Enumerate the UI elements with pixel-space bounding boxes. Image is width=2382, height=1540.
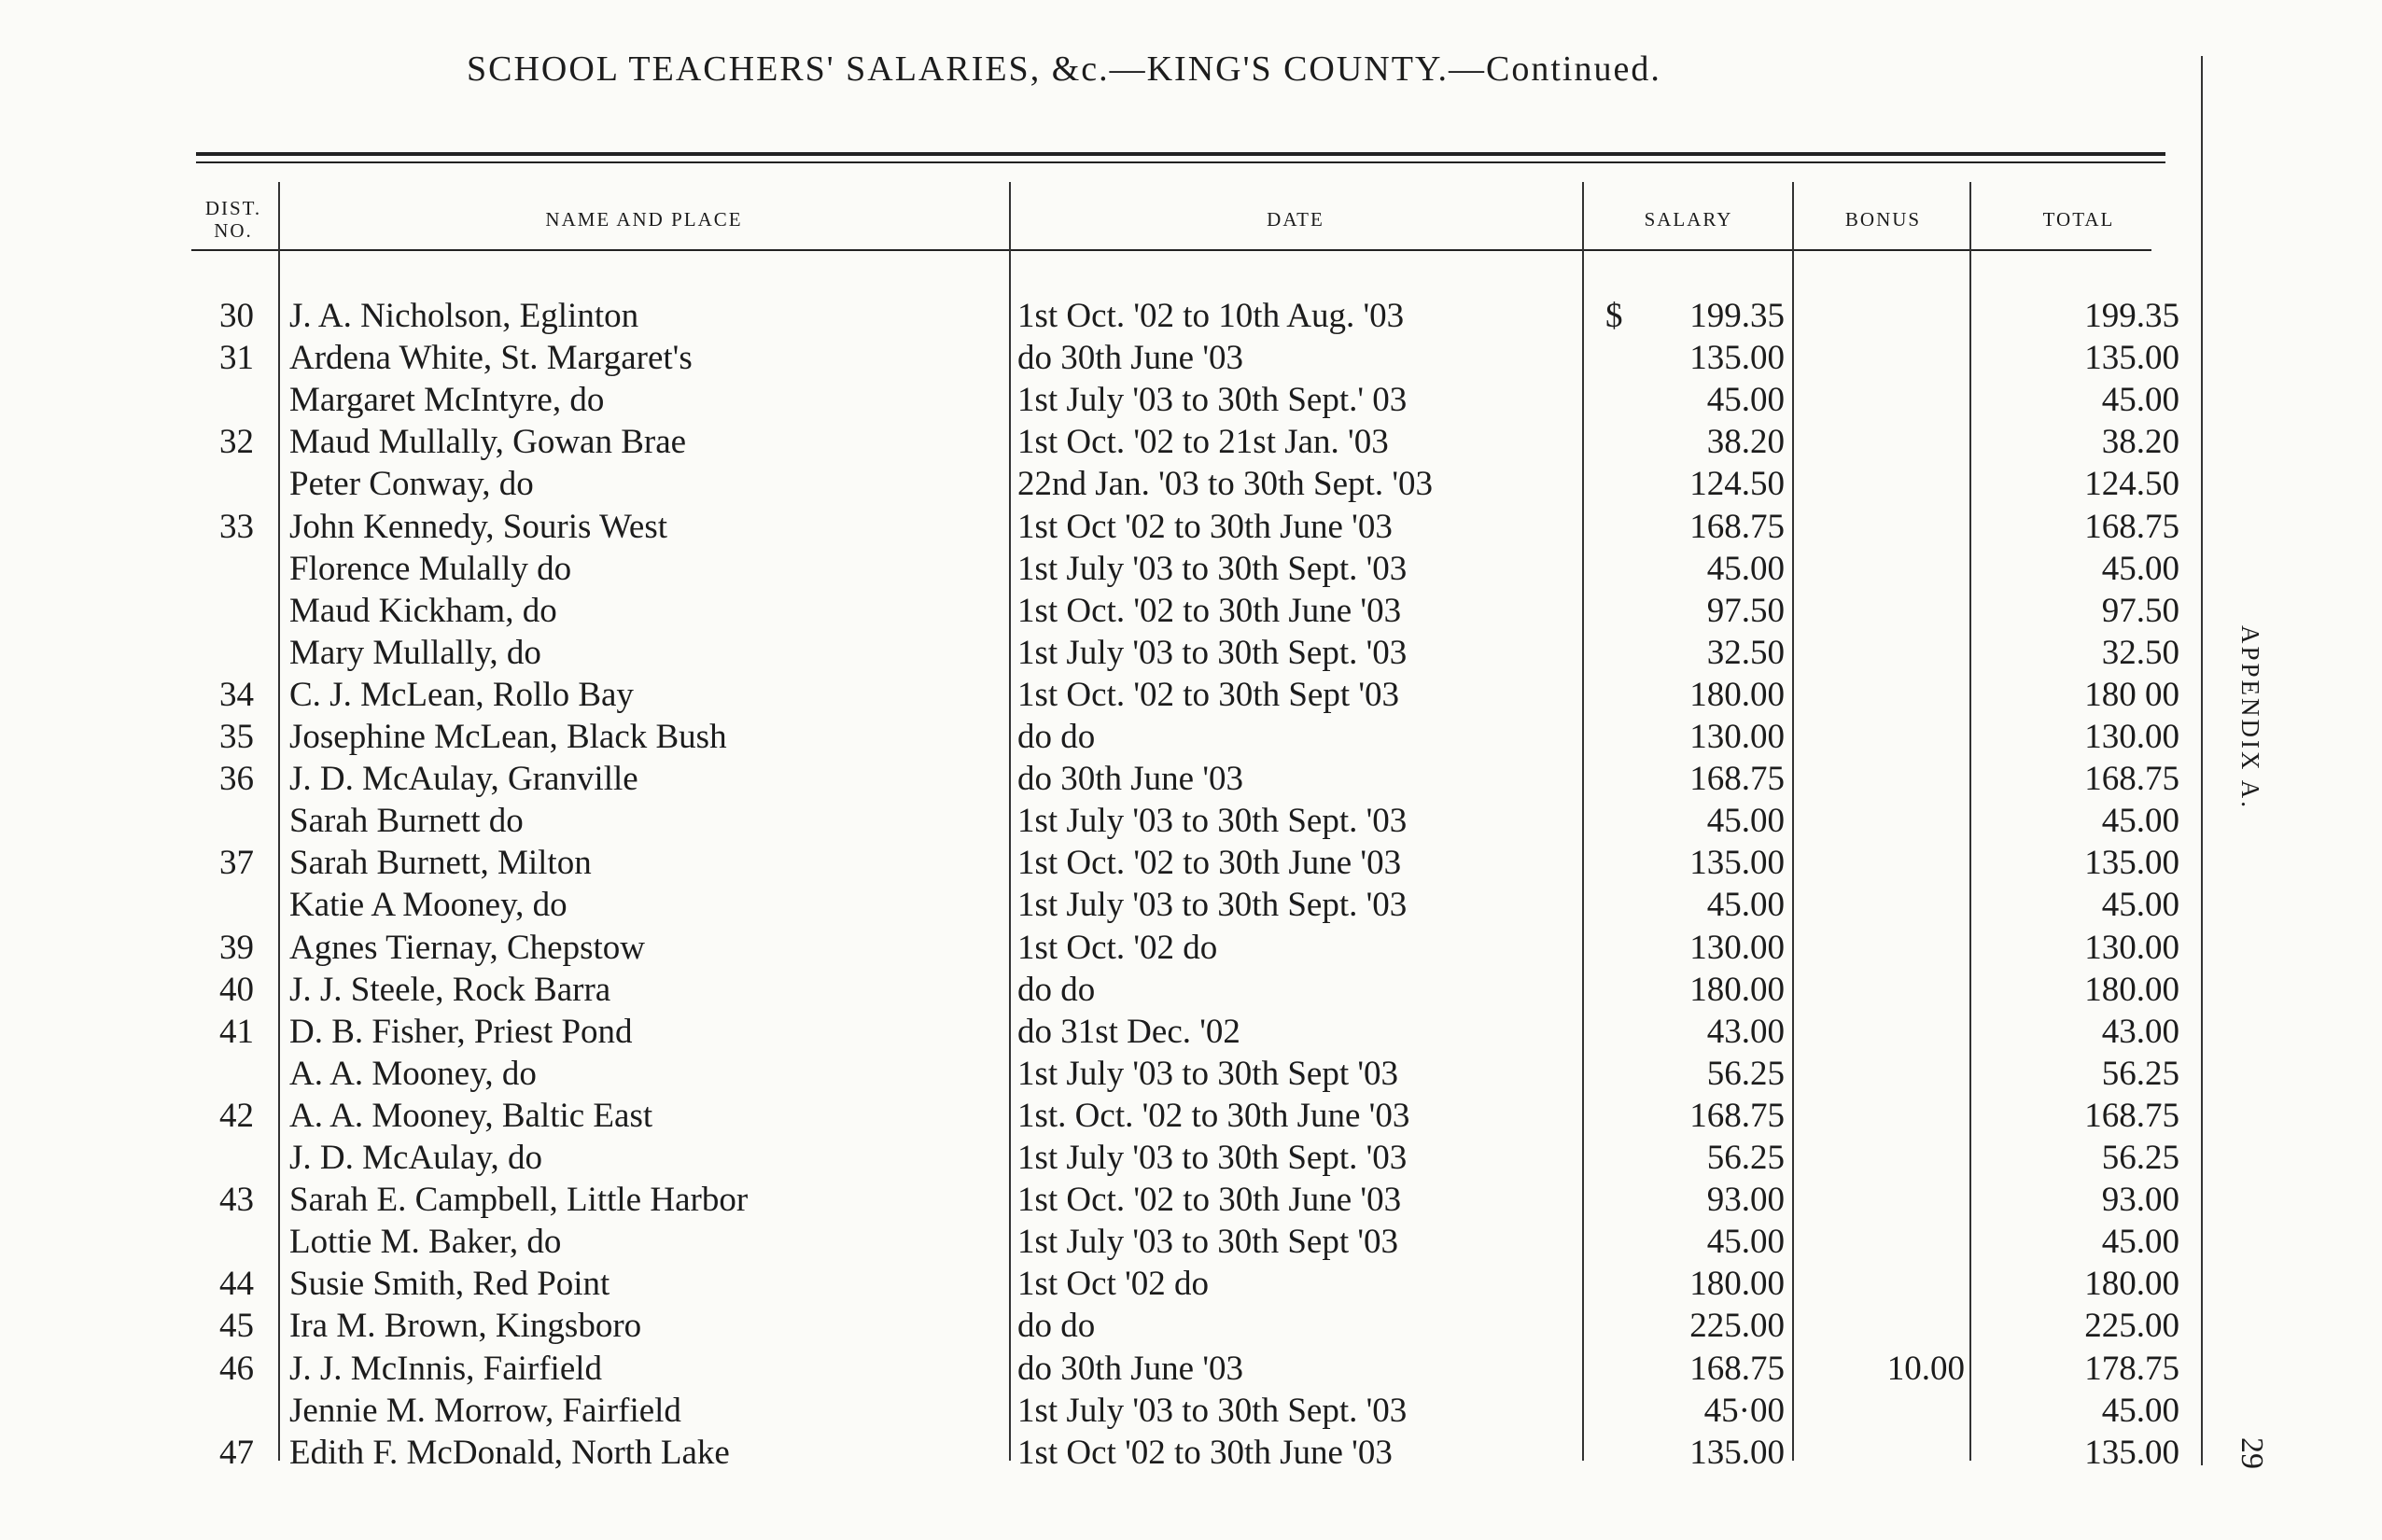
table-row xyxy=(0,1305,2277,1347)
cell-total: 199.35 xyxy=(2084,297,2179,335)
cell-name: Maud Kickham, do xyxy=(289,591,557,630)
cell-name: A. A. Mooney, do xyxy=(289,1054,537,1093)
cell-date: 1st Oct '02 do xyxy=(1017,1265,1210,1304)
cell-date: do do xyxy=(1017,1307,1096,1346)
table-row xyxy=(0,716,2277,758)
cell-name: Lottie M. Baker, do xyxy=(289,1223,562,1262)
cell-dist: 34 xyxy=(219,675,254,714)
cell-name: Margaret McIntyre, do xyxy=(289,381,605,420)
cell-salary: 56.25 xyxy=(1706,1139,1785,1177)
table-row xyxy=(0,1263,2277,1305)
table-row xyxy=(0,1095,2277,1137)
cell-salary: 43.00 xyxy=(1706,1012,1785,1051)
cell-dist: 32 xyxy=(219,423,254,462)
table-row xyxy=(0,548,2277,590)
cell-dist: 44 xyxy=(219,1265,254,1304)
page-number: 29 xyxy=(2235,1437,2269,1469)
cell-name: A. A. Mooney, Baltic East xyxy=(289,1096,653,1135)
table-row xyxy=(0,1179,2277,1221)
cell-name: Jennie M. Morrow, Fairfield xyxy=(289,1391,681,1430)
table-row xyxy=(0,337,2277,379)
cell-dist: 37 xyxy=(219,844,254,883)
cell-name: Katie A Mooney, do xyxy=(289,886,567,925)
appendix-label: APPENDIX A. xyxy=(2236,625,2264,811)
cell-date: do 30th June '03 xyxy=(1017,760,1244,799)
cell-date: 1st Oct. '02 to 30th June '03 xyxy=(1017,1181,1402,1220)
cell-total: 168.75 xyxy=(2084,507,2179,546)
cell-date: 1st July '03 to 30th Sept. '03 xyxy=(1017,1391,1408,1430)
table-row xyxy=(0,295,2277,337)
cell-salary: 168.75 xyxy=(1689,1349,1785,1388)
table-row xyxy=(0,1011,2277,1053)
cell-salary: 45.00 xyxy=(1706,802,1785,841)
cell-total: 45.00 xyxy=(2101,886,2179,925)
cell-date: 1st July '03 to 30th Sept. '03 xyxy=(1017,549,1408,588)
cell-name: Edith F. McDonald, North Lake xyxy=(289,1433,730,1472)
table-row xyxy=(0,1221,2277,1263)
col-header-dist: DIST. NO. xyxy=(204,196,262,242)
cell-date: 1st July '03 to 30th Sept. '03 xyxy=(1017,1139,1408,1177)
table-row xyxy=(0,969,2277,1011)
cell-total: 45.00 xyxy=(2101,1391,2179,1430)
cell-salary: 168.75 xyxy=(1689,507,1785,546)
col-header-bonus: BONUS xyxy=(1844,207,1922,231)
cell-date: 1st. Oct. '02 to 30th June '03 xyxy=(1017,1096,1410,1135)
cell-total: 45.00 xyxy=(2101,802,2179,841)
cell-total: 130.00 xyxy=(2084,718,2179,756)
cell-date: 1st Oct. '02 do xyxy=(1017,928,1218,967)
cell-salary: 180.00 xyxy=(1689,1265,1785,1304)
cell-total: 38.20 xyxy=(2101,423,2179,462)
cell-total: 45.00 xyxy=(2101,549,2179,588)
top-rule xyxy=(196,152,2165,156)
cell-date: 1st Oct. '02 to 30th June '03 xyxy=(1017,591,1402,630)
cell-name: J. D. McAulay, do xyxy=(289,1139,542,1177)
table-row xyxy=(0,758,2277,800)
cell-total: 32.50 xyxy=(2101,633,2179,672)
cell-total: 180 00 xyxy=(2084,675,2179,714)
cell-dist: 45 xyxy=(219,1307,254,1346)
cell-total: 56.25 xyxy=(2101,1139,2179,1177)
cell-total: 135.00 xyxy=(2084,1433,2179,1472)
col-header-total: TOTAL xyxy=(2042,207,2115,231)
cell-name: Florence Mulally do xyxy=(289,549,572,588)
cell-name: Sarah E. Campbell, Little Harbor xyxy=(289,1181,749,1220)
cell-name: Sarah Burnett do xyxy=(289,802,524,841)
cell-total: 180.00 xyxy=(2084,1265,2179,1304)
table-row xyxy=(0,632,2277,674)
cell-date: 1st July '03 to 30th Sept. '03 xyxy=(1017,886,1408,925)
cell-dist: 33 xyxy=(219,507,254,546)
table-row xyxy=(0,927,2277,969)
cell-total: 135.00 xyxy=(2084,844,2179,883)
cell-date: 1st July '03 to 30th Sept.' 03 xyxy=(1017,381,1408,420)
cell-name: C. J. McLean, Rollo Bay xyxy=(289,675,634,714)
cell-bonus: 10.00 xyxy=(1886,1349,1965,1388)
cell-salary: 93.00 xyxy=(1706,1181,1785,1220)
cell-date: 1st July '03 to 30th Sept. '03 xyxy=(1017,633,1408,672)
cell-date: do do xyxy=(1017,718,1096,756)
cell-salary: 124.50 xyxy=(1689,465,1785,504)
cell-date: 22nd Jan. '03 to 30th Sept. '03 xyxy=(1017,465,1433,504)
cell-name: Ardena White, St. Margaret's xyxy=(289,339,693,378)
cell-dist: 30 xyxy=(219,297,254,335)
cell-dist: 31 xyxy=(219,339,254,378)
cell-dist: 41 xyxy=(219,1012,254,1051)
cell-total: 93.00 xyxy=(2101,1181,2179,1220)
cell-salary: 45.00 xyxy=(1706,1223,1785,1262)
cell-name: Agnes Tiernay, Chepstow xyxy=(289,928,645,967)
cell-total: 97.50 xyxy=(2101,591,2179,630)
table-row xyxy=(0,506,2277,548)
header-rule xyxy=(191,249,2151,251)
cell-salary: 135.00 xyxy=(1689,339,1785,378)
col-header-name: NAME AND PLACE xyxy=(545,207,743,231)
cell-name: J. A. Nicholson, Eglinton xyxy=(289,297,639,335)
col-header-date: DATE xyxy=(1267,207,1324,231)
table-row xyxy=(0,1432,2277,1474)
cell-date: 1st Oct '02 to 30th June '03 xyxy=(1017,507,1393,546)
cell-date: 1st Oct. '02 to 10th Aug. '03 xyxy=(1017,297,1405,335)
table-row xyxy=(0,1390,2277,1432)
table-row xyxy=(0,421,2277,463)
cell-date: 1st Oct '02 to 30th June '03 xyxy=(1017,1433,1393,1472)
cell-dist: 47 xyxy=(219,1433,254,1472)
top-rule-thin xyxy=(196,161,2165,163)
cell-dist: 36 xyxy=(219,760,254,799)
cell-salary: 38.20 xyxy=(1706,423,1785,462)
cell-salary: 45.00 xyxy=(1706,886,1785,925)
cell-salary: 130.00 xyxy=(1689,718,1785,756)
cell-salary: 45·00 xyxy=(1703,1391,1785,1430)
cell-total: 168.75 xyxy=(2084,760,2179,799)
cell-salary: 56.25 xyxy=(1706,1054,1785,1093)
currency-symbol: $ xyxy=(1605,297,1623,335)
cell-name: Peter Conway, do xyxy=(289,465,534,504)
cell-total: 45.00 xyxy=(2101,1223,2179,1262)
cell-name: Susie Smith, Red Point xyxy=(289,1265,610,1304)
cell-name: D. B. Fisher, Priest Pond xyxy=(289,1012,633,1051)
cell-total: 135.00 xyxy=(2084,339,2179,378)
cell-name: John Kennedy, Souris West xyxy=(289,507,668,546)
table-row xyxy=(0,884,2277,926)
cell-salary: 45.00 xyxy=(1706,381,1785,420)
cell-dist: 43 xyxy=(219,1181,254,1220)
cell-salary: 199.35 xyxy=(1689,297,1785,335)
cell-dist: 39 xyxy=(219,928,254,967)
cell-total: 178.75 xyxy=(2084,1349,2179,1388)
cell-name: Ira M. Brown, Kingsboro xyxy=(289,1307,642,1346)
cell-salary: 45.00 xyxy=(1706,549,1785,588)
cell-date: 1st July '03 to 30th Sept '03 xyxy=(1017,1223,1399,1262)
cell-dist: 35 xyxy=(219,718,254,756)
cell-date: do 30th June '03 xyxy=(1017,339,1244,378)
cell-name: Maud Mullally, Gowan Brae xyxy=(289,423,687,462)
cell-name: Sarah Burnett, Milton xyxy=(289,844,592,883)
table-row xyxy=(0,842,2277,884)
cell-date: 1st July '03 to 30th Sept. '03 xyxy=(1017,802,1408,841)
table-row xyxy=(0,1137,2277,1179)
table-row xyxy=(0,463,2277,505)
cell-date: do 31st Dec. '02 xyxy=(1017,1012,1240,1051)
cell-date: 1st Oct. '02 to 21st Jan. '03 xyxy=(1017,423,1389,462)
cell-total: 168.75 xyxy=(2084,1096,2179,1135)
cell-salary: 135.00 xyxy=(1689,1433,1785,1472)
table-row xyxy=(0,674,2277,716)
cell-total: 130.00 xyxy=(2084,928,2179,967)
cell-salary: 168.75 xyxy=(1689,1096,1785,1135)
cell-salary: 97.50 xyxy=(1706,591,1785,630)
table-row xyxy=(0,1053,2277,1095)
cell-salary: 180.00 xyxy=(1689,675,1785,714)
cell-total: 225.00 xyxy=(2084,1307,2179,1346)
cell-total: 180.00 xyxy=(2084,970,2179,1009)
cell-name: J. D. McAulay, Granville xyxy=(289,760,638,799)
cell-salary: 168.75 xyxy=(1689,760,1785,799)
cell-salary: 130.00 xyxy=(1689,928,1785,967)
cell-total: 56.25 xyxy=(2101,1054,2179,1093)
cell-name: J. J. Steele, Rock Barra xyxy=(289,970,611,1009)
cell-salary: 32.50 xyxy=(1706,633,1785,672)
cell-total: 45.00 xyxy=(2101,381,2179,420)
table-row xyxy=(0,379,2277,421)
cell-salary: 225.00 xyxy=(1689,1307,1785,1346)
cell-date: 1st Oct. '02 to 30th Sept '03 xyxy=(1017,675,1400,714)
cell-salary: 135.00 xyxy=(1689,844,1785,883)
col-header-salary: SALARY xyxy=(1644,207,1733,231)
cell-salary: 180.00 xyxy=(1689,970,1785,1009)
cell-date: 1st July '03 to 30th Sept '03 xyxy=(1017,1054,1399,1093)
table-row xyxy=(0,590,2277,632)
cell-name: Josephine McLean, Black Bush xyxy=(289,718,727,756)
cell-name: J. J. McInnis, Fairfield xyxy=(289,1349,603,1388)
table-row xyxy=(0,1348,2277,1390)
cell-dist: 42 xyxy=(219,1096,254,1135)
cell-name: Mary Mullally, do xyxy=(289,633,541,672)
cell-date: 1st Oct. '02 to 30th June '03 xyxy=(1017,844,1402,883)
table-row xyxy=(0,800,2277,842)
page-title: SCHOOL TEACHERS' SALARIES, &c.—KING'S COUNTY.—Continued. xyxy=(467,49,1661,89)
cell-total: 124.50 xyxy=(2084,465,2179,504)
cell-dist: 46 xyxy=(219,1349,254,1388)
cell-date: do do xyxy=(1017,970,1096,1009)
cell-dist: 40 xyxy=(219,970,254,1009)
cell-date: do 30th June '03 xyxy=(1017,1349,1244,1388)
cell-total: 43.00 xyxy=(2101,1012,2179,1051)
